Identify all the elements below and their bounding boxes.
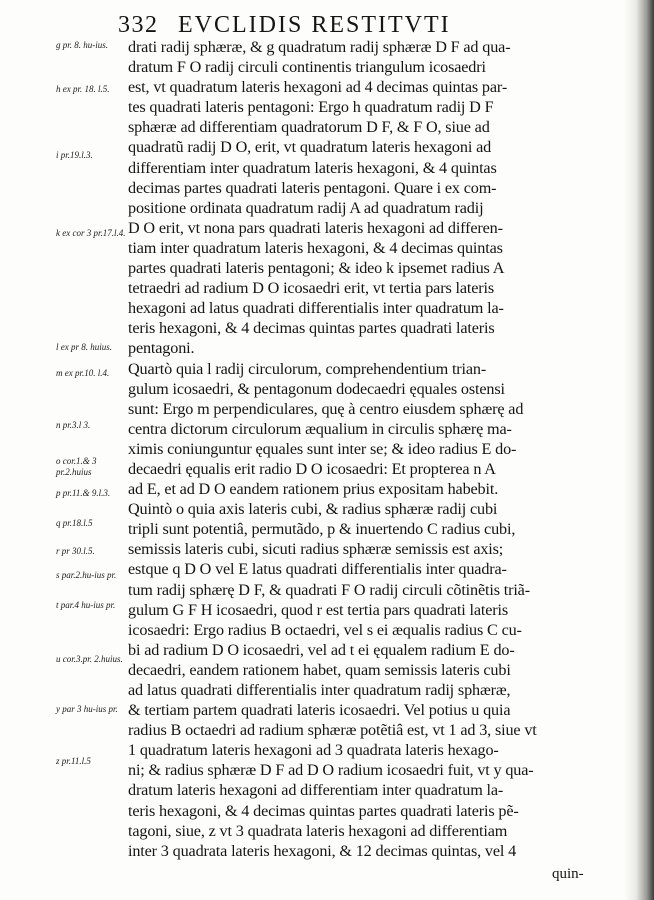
text-line: centra dictorum circulorum æqualium in circulis sphærę ma- xyxy=(128,419,512,438)
text-line: sunt: Ergo m perpendiculares, quę à centro eiusdem sphærę ad xyxy=(128,399,524,418)
text-line: Quartò quia l radij circulorum, comprehendentium trian- xyxy=(128,359,487,378)
text-line: dratum F O radij circuli continentis triangulum icosaedri xyxy=(128,58,486,77)
text-line: gulum icosaedri, & pentagonum dodecaedri ęquales ostensi xyxy=(128,379,505,398)
text-line: decaedri ęqualis erit radio D O icosaedri: Et propterea n A xyxy=(128,459,496,478)
text-line: bi ad radium D O icosaedri, vel ad t ei ęqualem radium E do- xyxy=(128,640,515,659)
text-line: gulum G F H icosaedri, quod r est tertia pars quadrati lateris xyxy=(128,600,508,619)
text-line: pentagoni. xyxy=(128,339,195,358)
main-text xyxy=(128,37,598,861)
page-number: 332 xyxy=(118,12,159,38)
margin-note: u cor.3.pr. 2.huius. xyxy=(56,654,123,664)
text-line: tes quadrati lateris pentagoni: Ergo h quadratum radij D F xyxy=(128,98,494,117)
text-line: quadratũ radij D O, erit, vt quadratum lateris hexagoni ad xyxy=(128,138,492,157)
margin-note: p pr.11.& 9.l.3. xyxy=(56,488,111,498)
margin-note: i pr.19.l.3. xyxy=(56,150,93,160)
text-line: est, vt quadratum lateris hexagoni ad 4 decimas quintas par- xyxy=(128,78,508,97)
text-line: ni; & radius sphæræ D F ad D O radium icosaedri fuit, vt y qua- xyxy=(128,761,534,780)
catchword: quin- xyxy=(552,866,584,882)
text-line: radius B octaedri ad radium sphæræ potẽtiâ est, vt 1 ad 3, siue vt xyxy=(128,721,537,740)
text-line: ximis coniunguntur ęquales sunt inter se; & ideo radius E do- xyxy=(128,439,517,458)
text-line: teris hexagoni, & 4 decimas quintas partes quadrati lateris xyxy=(128,319,495,338)
text-line: tripli sunt potentiâ, permutãdo, p & inuertendo C radius cubi, xyxy=(128,520,516,539)
margin-note: s par.2.hu-ius pr. xyxy=(56,570,117,580)
text-line: drati radij sphæræ, & g quadratum radij sphæræ D F ad qua- xyxy=(128,38,511,56)
text-line: decimas partes quadrati lateris pentagoni. Quare i ex com- xyxy=(128,178,497,197)
margin-note: m ex pr.10. l.4. xyxy=(56,368,110,378)
text-line: partes quadrati lateris pentagoni; & ideo k ipsemet radius A xyxy=(128,259,505,278)
margin-note: n pr.3.l 3. xyxy=(56,420,91,430)
margin-note: q pr.18.l.5 xyxy=(56,518,93,528)
margin-note: o cor.1.& 3 pr.2.huius xyxy=(56,456,97,477)
margin-note: r pr 30.l.5. xyxy=(56,546,95,556)
page-edge-shadow xyxy=(624,0,654,900)
margin-note: t par.4 hu-ius pr. xyxy=(56,600,116,610)
text-line: ad latus quadrati differentialis inter quadratum radij sphæræ, xyxy=(128,681,511,699)
text-line: 1 quadratum lateris hexagoni ad 3 quadrata lateris hexago- xyxy=(128,741,499,760)
margin-note: z pr.11.l.5 xyxy=(56,756,91,766)
margin-notes xyxy=(0,0,130,900)
margin-note: l ex pr 8. huius. xyxy=(56,342,112,352)
text-line: semissis lateris cubi, sicuti radius sphæræ semissis est axis; xyxy=(128,540,504,559)
margin-note: k ex cor 3 pr.17.l.4. xyxy=(56,228,126,238)
text-line: tetraedri ad radium D O icosaedri erit, vt tertia pars lateris xyxy=(128,279,495,298)
text-line: differentiam inter quadratum lateris hexagoni, & 4 quintas xyxy=(128,158,497,177)
text-line: decaedri, eandem rationem habet, quam semissis lateris cubi xyxy=(128,660,511,679)
margin-note: g pr. 8. hu-ius. xyxy=(56,40,109,50)
text-line: icosaedri: Ergo radius B octaedri, vel s ei æqualis radius C cu- xyxy=(128,620,522,639)
text-line: dratum lateris hexagoni ad differentiam inter quadratum la- xyxy=(128,781,504,800)
text-line: tum radij sphærę D F, & quadrati F O radij circuli cõtinẽtis triã- xyxy=(128,580,530,599)
text-line: teris hexagoni, & 4 decimas quintas partes quadrati lateris pẽ- xyxy=(128,801,519,820)
text-line: Quintò o quia axis lateris cubi, & radius sphæræ radij cubi xyxy=(128,500,498,519)
text-line: inter 3 quadrata lateris hexagoni, & 12 decimas quintas, vel 4 xyxy=(128,841,517,860)
running-title: EVCLIDIS RESTITVTI xyxy=(178,12,451,38)
text-line: & tertiam partem quadrati lateris icosaedri. Vel potius u quia xyxy=(128,701,511,720)
text-line: ad E, et ad D O eandem rationem prius expositam habebit. xyxy=(128,480,499,499)
text-line: positione ordinata quadratum radij A ad quadratum radij xyxy=(128,198,484,217)
text-line: sphæræ ad differentiam quadratorum D F, & F O, siue ad xyxy=(128,118,490,137)
margin-note: y par 3 hu-ius pr. xyxy=(56,704,118,714)
text-line: tagoni, siue, z vt 3 quadrata lateris hexagoni ad differentiam xyxy=(128,821,508,840)
text-line: tiam inter quadratum lateris hexagoni, & 4 decimas quintas xyxy=(128,238,503,257)
page-header xyxy=(118,12,588,38)
text-line: D O erit, vt nona pars quadrati lateris hexagoni ad differen- xyxy=(128,218,503,237)
margin-note: h ex pr. 18. l.5. xyxy=(56,84,110,94)
text-line: hexagoni ad latus quadrati differentialis inter quadratum la- xyxy=(128,299,504,318)
text-line: estque q D O vel E latus quadrati differentialis inter quadra- xyxy=(128,560,507,579)
